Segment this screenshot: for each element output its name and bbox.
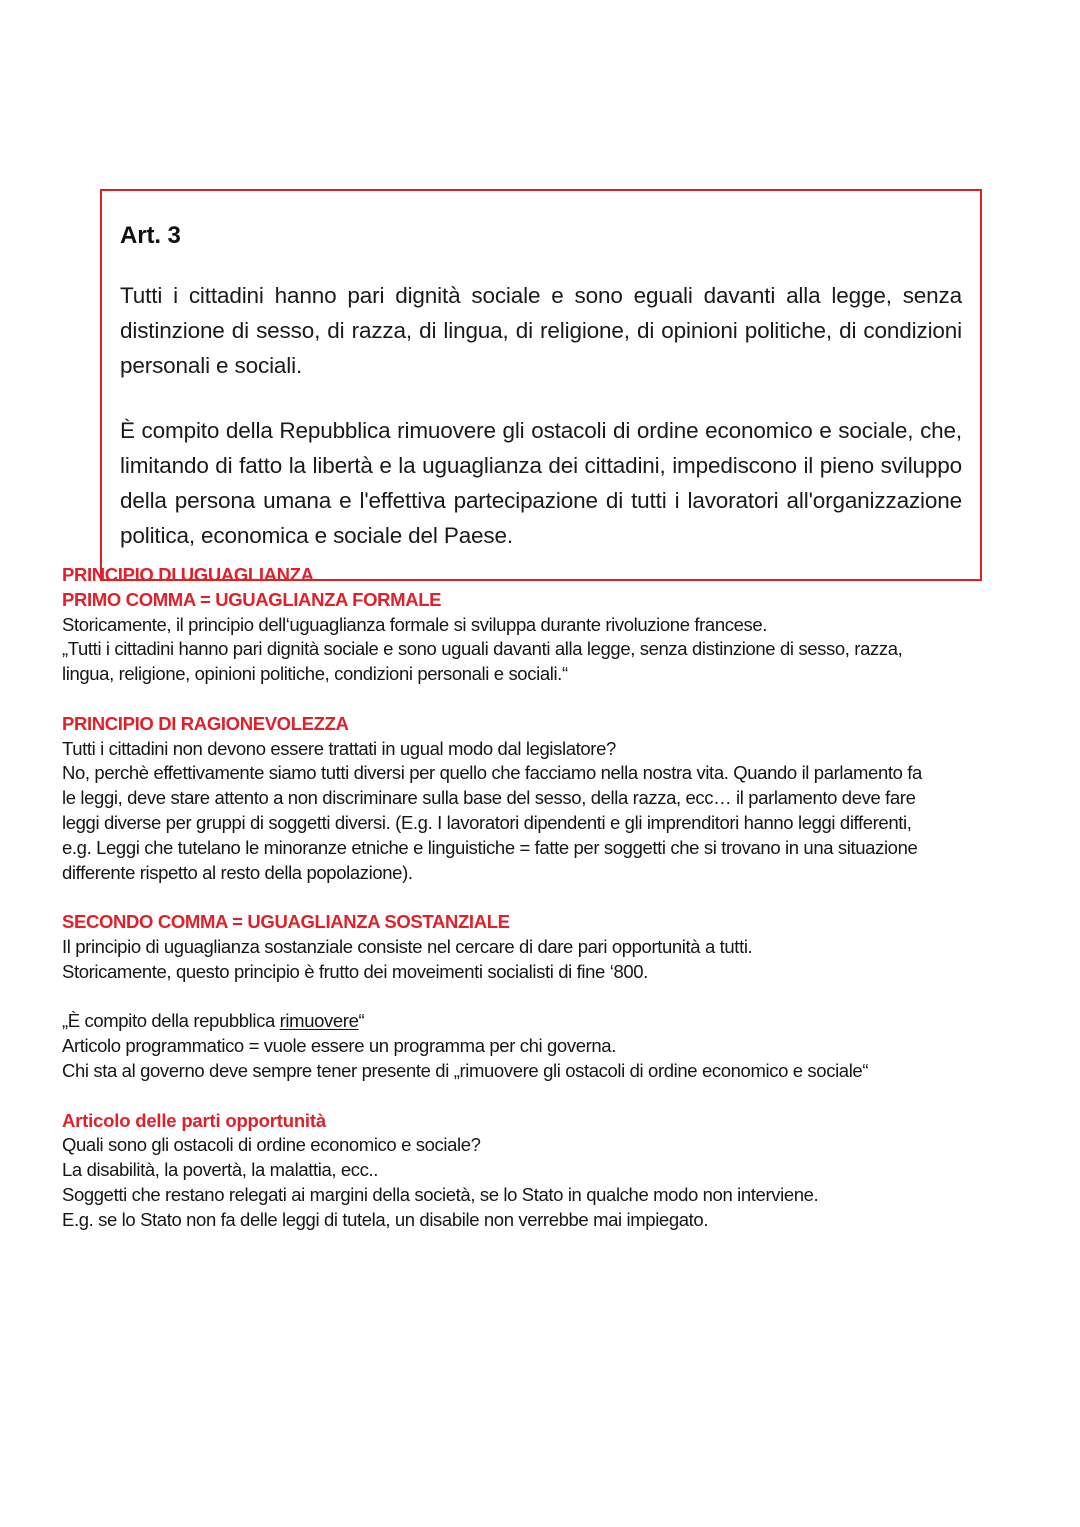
heading-primo-comma: PRIMO COMMA = UGUAGLIANZA FORMALE (62, 588, 442, 610)
article-paragraph-2: È compito della Repubblica rimuovere gli ostacoli di ordine economico e sociale, che, limitando di fatto la libertà e la uguaglianza dei cittadini, impediscono il pieno sviluppo della persona umana e l'effettiva partecipazione di tutti i lavoratori all'organizzazione politica, economica e sociale del Paese. (120, 418, 962, 549)
heading-principio-di-uguaglianza: PRINCIPIO DI UGUAGLIANZA (62, 564, 314, 585)
heading-articolo-delle-parti-opportunita: Articolo delle parti opportunità (62, 1109, 326, 1131)
note-line: lingua, religione, opinioni politiche, condizioni personali e sociali.“ (62, 663, 568, 685)
note-section-uguaglianza (62, 563, 1014, 687)
section-spacer (62, 687, 1014, 712)
note-line: Tutti i cittadini non devono essere trattati in ugual modo dal legislatore? (62, 737, 616, 759)
note-line: Storicamente, questo principio è frutto dei moveimenti socialisti di fine ‘800. (62, 960, 648, 982)
quote-underlined-word: rimuovere (279, 1010, 359, 1032)
notes-body (62, 563, 1014, 1233)
section-spacer (62, 1084, 1014, 1109)
article-paragraph-1: Tutti i cittadini hanno pari dignità sociale e sono eguali davanti alla legge, senza distinzione di sesso, di razza, di lingua, di religione, di opinioni politiche, di condizioni personali e sociali. (120, 283, 962, 379)
note-line: Chi sta al governo deve sempre tener presente di „rimuovere gli ostacoli di ordine economico e sociale“ (62, 1059, 869, 1081)
note-line: leggi diverse per gruppi di soggetti diversi. (E.g. I lavoratori dipendenti e gli imprenditori hanno leggi differenti, (62, 811, 912, 833)
note-line: No, perchè effettivamente siamo tutti diversi per quello che facciamo nella nostra vita. Quando il parlamento fa (62, 762, 922, 784)
quote-prefix: „È compito della repubblica (62, 1010, 280, 1032)
note-line: Il principio di uguaglianza sostanziale consiste nel cercare di dare pari opportunità a tutti. (62, 935, 753, 957)
note-section-ragionevolezza (62, 712, 1014, 886)
note-section-secondo-comma (62, 910, 1014, 1084)
quote-suffix: “ (358, 1010, 365, 1032)
note-line: Storicamente, il principio dell‘uguaglianza formale si sviluppa durante rivoluzione francese. (62, 613, 768, 635)
heading-principio-di-ragionevolezza: PRINCIPIO DI RAGIONEVOLEZZA (62, 712, 349, 734)
note-line: le leggi, deve stare attento a non discriminare sulla base del sesso, della razza, ecc… il parlamento deve fare (62, 787, 916, 809)
article-title: Art. 3 (120, 222, 181, 249)
note-line: e.g. Leggi che tutelano le minoranze etniche e linguistiche = fatte per soggetti che si trovano in una situazione (62, 836, 918, 858)
paragraph-spacer (62, 985, 1014, 1010)
note-line: E.g. se lo Stato non fa delle leggi di tutela, un disabile non verrebbe mai impiegato. (62, 1208, 709, 1230)
note-line: La disabilità, la povertà, la malattia, ecc.. (62, 1159, 379, 1181)
note-line: differente rispetto al resto della popolazione). (62, 861, 413, 883)
note-line: „Tutti i cittadini hanno pari dignità sociale e sono uguali davanti alla legge, senza distinzione di sesso, razza, (62, 638, 903, 660)
note-line: Quali sono gli ostacoli di ordine economico e sociale? (62, 1134, 481, 1156)
note-line: Soggetti che restano relegati ai margini della società, se lo Stato in qualche modo non interviene. (62, 1183, 819, 1205)
note-line-quote (62, 1009, 1014, 1034)
note-line: Articolo programmatico = vuole essere un programma per chi governa. (62, 1035, 616, 1057)
article-quote-box (100, 189, 982, 581)
note-section-parti-opportunita (62, 1109, 1014, 1233)
section-spacer (62, 885, 1014, 910)
heading-secondo-comma: SECONDO COMMA = UGUAGLIANZA SOSTANZIALE (62, 911, 510, 933)
